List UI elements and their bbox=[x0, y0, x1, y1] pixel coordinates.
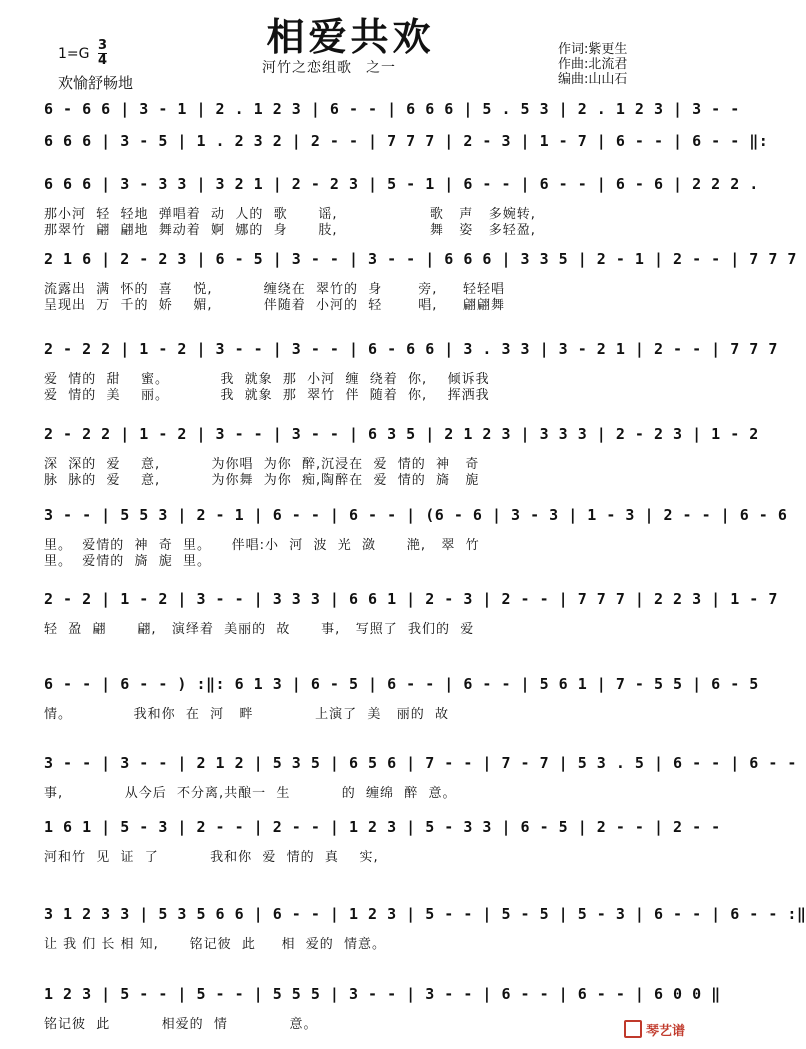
notation-line: 3 - - | 5 5 3 | 2 - 1 | 6 - - | 6 - - | (6 - 6 | 3 - 3 | 1 - 3 | 2 - - | 6 - 6 bbox=[44, 506, 788, 524]
suite-name: 河竹之恋组歌 bbox=[262, 60, 352, 76]
meter-bottom: 4 bbox=[98, 53, 108, 68]
lyric-line: 脉 脉的 爱 意, 为你舞 为你 痴,陶醉在 爱 情的 旖 旎 bbox=[44, 473, 480, 488]
lyric-line: 事, 从今后 不分离,共酿一 生 的 缠绵 醉 意。 bbox=[44, 786, 457, 801]
notation-line: 6 - 6 6 | 3 - 1 | 2 . 1 2 3 | 6 - - | 6 6 6 | 5 . 5 3 | 2 . 1 2 3 | 3 - - bbox=[44, 100, 740, 118]
lyric-line: 流露出 满 怀的 喜 悦, 缠绕在 翠竹的 身 旁, 轻轻唱 bbox=[44, 282, 506, 297]
logo-icon bbox=[624, 1020, 642, 1038]
page-title: 相爱共欢 bbox=[266, 14, 435, 59]
notation-line: 6 6 6 | 3 - 3 3 | 3 2 1 | 2 - 2 3 | 5 - 1 | 6 - - | 6 - - | 6 - 6 | 2 2 2 . bbox=[44, 175, 759, 193]
notation-line: 1 2 3 | 5 - - | 5 - - | 5 5 5 | 3 - - | 3 - - | 6 - - | 6 - - | 6 0 0 ‖ bbox=[44, 985, 721, 1003]
credit-lyricist: 作词:紫更生 bbox=[558, 42, 628, 57]
time-signature bbox=[98, 40, 107, 67]
lyric-line: 铭记彼 此 相爱的 情 意。 bbox=[44, 1017, 318, 1032]
lyric-line: 轻 盈 翩 翩, 演绎着 美丽的 故 事, 写照了 我们的 爱 bbox=[44, 622, 475, 637]
lyric-line: 爱 情的 甜 蜜。 我 就象 那 小河 缠 绕着 你, 倾诉我 bbox=[44, 372, 490, 387]
credit-composer: 作曲:北流君 bbox=[558, 57, 628, 72]
lyric-line: 里。 爱情的 旖 旎 里。 bbox=[44, 554, 212, 569]
lyric-line: 让 我 们 长 相 知, 铭记彼 此 相 爱的 情意。 bbox=[44, 937, 387, 952]
tempo-marking: 欢愉舒畅地 bbox=[58, 74, 134, 92]
lyric-line: 河和竹 见 证 了 我和你 爱 情的 真 实, bbox=[44, 850, 379, 865]
lyric-line: 呈现出 万 千的 娇 媚, 伴随着 小河的 轻 唱, 翩翩舞 bbox=[44, 298, 506, 313]
lyric-line: 情。 我和你 在 河 畔 上演了 美 丽的 故 bbox=[44, 707, 450, 722]
lyric-line: 那小河 轻 轻地 弹唱着 动 人的 歌 谣, 歌 声 多婉转, bbox=[44, 207, 536, 222]
notation-line: 2 - 2 2 | 1 - 2 | 3 - - | 3 - - | 6 3 5 | 2 1 2 3 | 3 3 3 | 2 - 2 3 | 1 - 2 bbox=[44, 425, 759, 443]
key-signature: 1=G bbox=[58, 46, 90, 62]
notation-line: 6 - - | 6 - - ) :‖: 6 1 3 | 6 - 5 | 6 - - | 6 - - | 5 6 1 | 7 - 5 5 | 6 - 5 bbox=[44, 675, 759, 693]
credits bbox=[558, 42, 627, 87]
notation-line: 6 6 6 | 3 - 5 | 1 . 2 3 2 | 2 - - | 7 7 7 | 2 - 3 | 1 - 7 | 6 - - | 6 - - ‖: bbox=[44, 132, 769, 150]
meter-top: 3 bbox=[98, 38, 108, 53]
suite-part: 之一 bbox=[366, 60, 396, 76]
notation-line: 2 1 6 | 2 - 2 3 | 6 - 5 | 3 - - | 3 - - | 6 6 6 | 3 3 5 | 2 - 1 | 2 - - | 7 7 7 bbox=[44, 250, 797, 268]
lyric-line: 里。 爱情的 神 奇 里。 伴唱:小 河 波 光 潋 滟, 翠 竹 bbox=[44, 538, 480, 553]
lyric-line: 爱 情的 美 丽。 我 就象 那 翠竹 伴 随着 你, 挥洒我 bbox=[44, 388, 490, 403]
subtitle bbox=[262, 57, 410, 77]
notation-line: 2 - 2 2 | 1 - 2 | 3 - - | 3 - - | 6 - 6 6 | 3 . 3 3 | 3 - 2 1 | 2 - - | 7 7 7 bbox=[44, 340, 778, 358]
credit-arranger: 编曲:山山石 bbox=[558, 72, 628, 87]
lyric-line: 那翠竹 翩 翩地 舞动着 婀 娜的 身 肢, 舞 姿 多轻盈, bbox=[44, 223, 536, 238]
notation-line: 3 1 2 3 3 | 5 3 5 6 6 | 6 - - | 1 2 3 | 5 - - | 5 - 5 | 5 - 3 | 6 - - | 6 - - :‖ bbox=[44, 905, 806, 923]
notation-line: 2 - 2 | 1 - 2 | 3 - - | 3 3 3 | 6 6 1 | 2 - 3 | 2 - - | 7 7 7 | 2 2 3 | 1 - 7 bbox=[44, 590, 778, 608]
watermark-logo: 琴艺谱 bbox=[624, 1020, 685, 1039]
notation-line: 3 - - | 3 - - | 2 1 2 | 5 3 5 | 6 5 6 | 7 - - | 7 - 7 | 5 3 . 5 | 6 - - | 6 - - bbox=[44, 754, 797, 772]
lyric-line: 深 深的 爱 意, 为你唱 为你 醉,沉浸在 爱 情的 神 奇 bbox=[44, 457, 480, 472]
notation-line: 1 6 1 | 5 - 3 | 2 - - | 2 - - | 1 2 3 | 5 - 3 3 | 6 - 5 | 2 - - | 2 - - bbox=[44, 818, 721, 836]
